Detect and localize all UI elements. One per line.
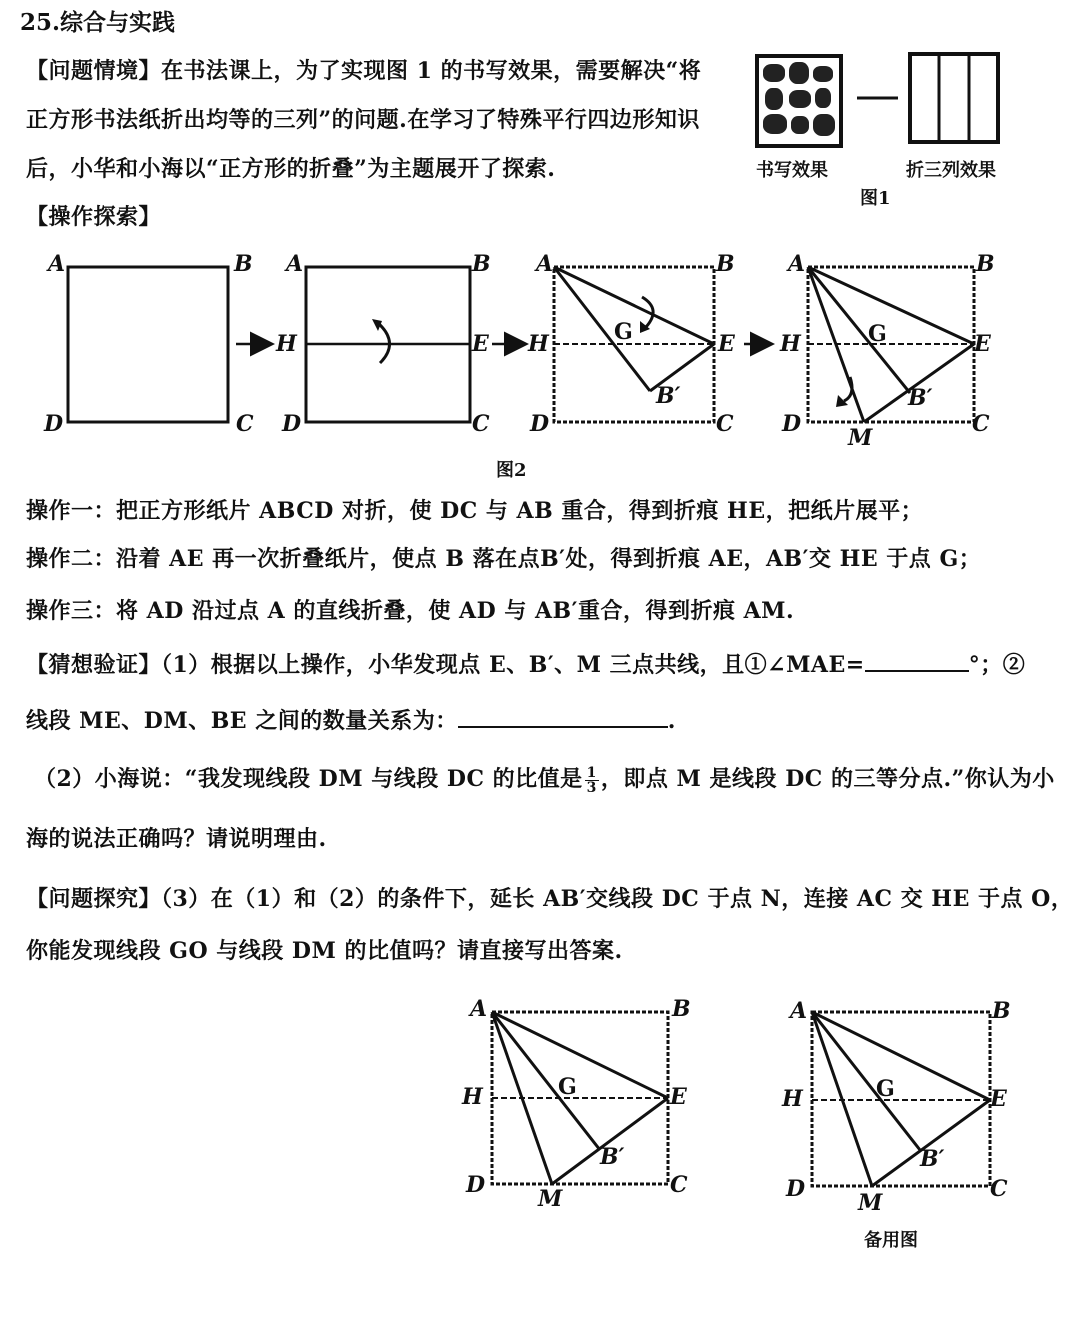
label-Bprime: B′ (908, 385, 933, 411)
label-B: B (472, 251, 491, 277)
label-B: B (672, 996, 691, 1022)
inquiry-line-1: 【问题探究】（3）在（1）和（2）的条件下，延长 AB′交线段 DC 于点 N，连接 AC 交 HE 于点 O， (26, 886, 1074, 912)
label-H: H (782, 1086, 803, 1112)
relation-text: 线段 ME、DM、BE 之间的数量关系为： (26, 708, 458, 734)
part2-line-2: 海的说法正确吗？请说明理由. (26, 826, 327, 852)
label-B: B (976, 251, 995, 277)
situation-line-1: 【问题情境】在书法课上，为了实现图 1 的书写效果，需要解决“将 (26, 58, 702, 84)
conjecture-text-2: °；② (968, 652, 1026, 678)
figure2-panel-2 (275, 251, 524, 437)
label-A: A (536, 251, 554, 277)
label-C: C (236, 411, 254, 437)
part2-text-1: （2）小海说：“我发现线段 DM 与线段 DC 的比值是 (34, 766, 583, 792)
label-G: G (868, 321, 887, 347)
fraction-one-third (585, 766, 599, 795)
label-G: G (614, 319, 633, 345)
relation-answer-blank[interactable] (458, 706, 668, 728)
writing-effect-image (755, 54, 843, 148)
label-B: B (992, 998, 1011, 1024)
label-D: D (466, 1172, 486, 1198)
bottom-figure-main (461, 996, 691, 1212)
figure2-panel-1 (43, 251, 270, 437)
label-C: C (472, 411, 490, 437)
label-D: D (44, 411, 64, 437)
relation-end: . (667, 708, 676, 734)
label-Bprime: B′ (656, 383, 681, 409)
bottom-figures (460, 990, 1060, 1260)
question-number-title: 25.综合与实践 (20, 9, 176, 36)
label-M: M (858, 1190, 883, 1216)
label-H: H (528, 331, 549, 357)
label-D: D (782, 411, 802, 437)
label-H: H (462, 1084, 483, 1110)
label-A: A (788, 251, 806, 277)
label-C: C (990, 1176, 1008, 1202)
label-E: E (990, 1086, 1007, 1112)
label-A: A (470, 996, 488, 1022)
part2-line-1 (34, 762, 1055, 795)
writing-effect-label: 书写效果 (756, 160, 828, 181)
fraction-numerator: 1 (586, 764, 597, 781)
label-M: M (538, 1186, 563, 1212)
label-B: B (234, 251, 253, 277)
label-E: E (718, 331, 735, 357)
figure2-panel-4 (779, 251, 995, 451)
label-A: A (286, 251, 304, 277)
label-C: C (716, 411, 734, 437)
three-columns-label: 折三列效果 (906, 160, 996, 181)
conjecture-line-2 (26, 704, 676, 735)
conjecture-line-1 (26, 648, 1025, 679)
figure1-caption: 图1 (860, 188, 891, 209)
situation-line-2: 正方形书法纸折出均等的三列”的问题.在学习了特殊平行四边形知识 (26, 107, 700, 133)
bottom-figure-spare (781, 998, 1011, 1216)
label-E: E (974, 331, 991, 357)
operation-3: 操作三：将 AD 沿过点 A 的直线折叠，使 AD 与 AB′重合，得到折痕 AM. (26, 598, 795, 624)
fraction-denominator: 3 (586, 779, 597, 796)
label-Bprime: B′ (920, 1146, 945, 1172)
label-A: A (790, 998, 808, 1024)
label-D: D (786, 1176, 806, 1202)
label-H: H (780, 331, 801, 357)
label-E: E (670, 1084, 687, 1110)
label-H: H (276, 331, 297, 357)
label-D: D (282, 411, 302, 437)
conjecture-text-1: 【猜想验证】（1）根据以上操作，小华发现点 E、B′、M 三点共线，且①∠MAE= (26, 652, 865, 678)
label-C: C (670, 1172, 688, 1198)
label-B: B (716, 251, 735, 277)
operation-1: 操作一：把正方形纸片 ABCD 对折，使 DC 与 AB 重合，得到折痕 HE，把纸片展平； (26, 498, 924, 524)
label-G: G (558, 1074, 577, 1100)
figure1-diagram (840, 50, 1020, 150)
figure2-caption: 图2 (496, 460, 527, 481)
label-Bprime: B′ (600, 1144, 625, 1170)
part2-text-2: ，即点 M 是线段 DC 的三等分点.”你认为小 (600, 766, 1055, 792)
label-G: G (876, 1076, 895, 1102)
spare-figure-caption: 备用图 (864, 1230, 918, 1251)
label-C: C (972, 411, 990, 437)
figure2-diagram (30, 245, 1040, 455)
explore-heading: 【操作探索】 (26, 204, 162, 230)
label-E: E (472, 331, 489, 357)
label-M: M (848, 425, 873, 451)
operation-2: 操作二：沿着 AE 再一次折叠纸片，使点 B 落在点B′处，得到折痕 AE，AB′交 HE 于点 G； (26, 546, 982, 572)
label-A: A (48, 251, 66, 277)
figure2-panel-3 (527, 251, 770, 437)
angle-answer-blank[interactable] (865, 650, 969, 672)
inquiry-line-2: 你能发现线段 GO 与线段 DM 的比值吗？请直接写出答案. (26, 938, 623, 964)
label-D: D (530, 411, 550, 437)
situation-line-3: 后，小华和小海以“正方形的折叠”为主题展开了探索. (26, 156, 556, 182)
three-columns-square (910, 54, 998, 142)
